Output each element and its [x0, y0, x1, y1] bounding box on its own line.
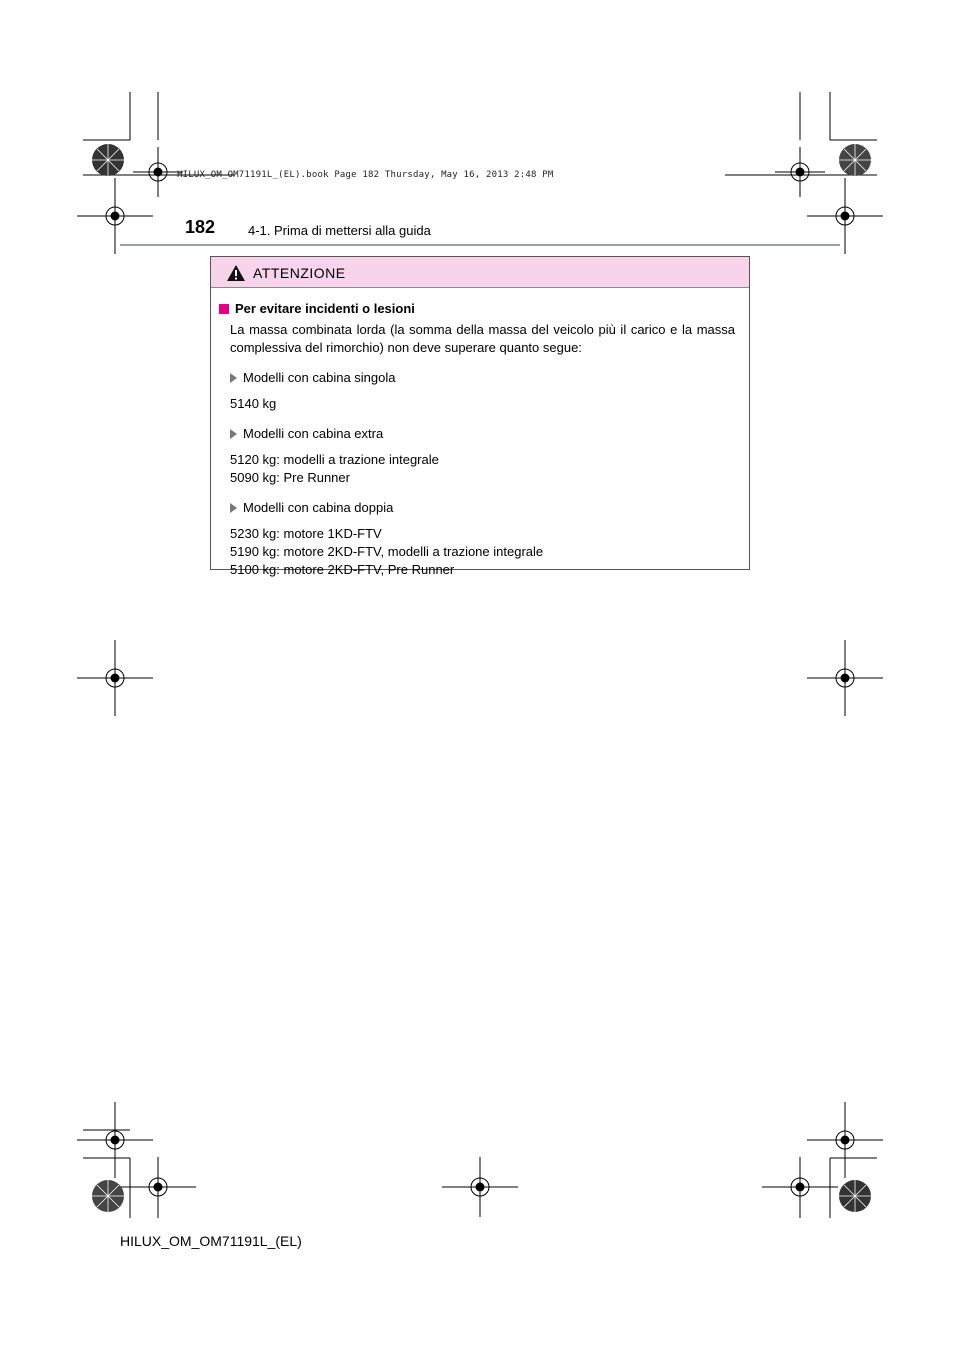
warning-topic — [219, 300, 735, 318]
list-item-value: 5190 kg: motore 2KD-FTV, modelli a trazione integrale — [230, 544, 544, 559]
square-bullet-icon — [219, 304, 229, 314]
warning-body — [211, 288, 749, 579]
warning-triangle-icon — [226, 264, 246, 282]
list-item-label: Modelli con cabina extra — [243, 426, 384, 441]
list-item-values — [219, 525, 735, 579]
list-item-label: Modelli con cabina singola — [243, 370, 396, 385]
warning-header — [211, 257, 749, 288]
list-item — [219, 499, 735, 517]
triangle-bullet-icon — [230, 503, 237, 513]
triangle-bullet-icon — [230, 373, 237, 383]
list-item-value: 5120 kg: modelli a trazione integrale — [230, 452, 439, 467]
warning-box — [210, 256, 750, 577]
list-item-values — [219, 395, 735, 413]
list-item-label: Modelli con cabina doppia — [243, 500, 394, 515]
triangle-bullet-icon — [230, 429, 237, 439]
header-rule — [120, 244, 840, 246]
footer-model-code: HILUX_OM_OM71191L_(EL) — [120, 1233, 302, 1249]
list-item-value: 5230 kg: motore 1KD-FTV — [230, 526, 382, 541]
list-item-values — [219, 451, 735, 487]
warning-topic-text: Per evitare incidenti o lesioni — [235, 301, 415, 316]
section-title: 4-1. Prima di mettersi alla guida — [248, 223, 431, 238]
list-item — [219, 425, 735, 443]
list-item-value: 5140 kg — [230, 396, 277, 411]
book-info-slug: HILUX_OM_OM71191L_(EL).book Page 182 Thursday, May 16, 2013 2:48 PM — [177, 170, 554, 180]
list-item — [219, 369, 735, 387]
warning-paragraph: La massa combinata lorda (la somma della massa del veicolo più il carico e la massa complessiva del rimorchio) non deve superare quanto segue: — [230, 322, 735, 355]
page-number: 182 — [185, 217, 216, 237]
list-item-value: 5090 kg: Pre Runner — [230, 470, 350, 485]
list-item-value: 5100 kg: motore 2KD-FTV, Pre Runner — [230, 562, 455, 577]
warning-title: ATTENZIONE — [253, 265, 346, 281]
